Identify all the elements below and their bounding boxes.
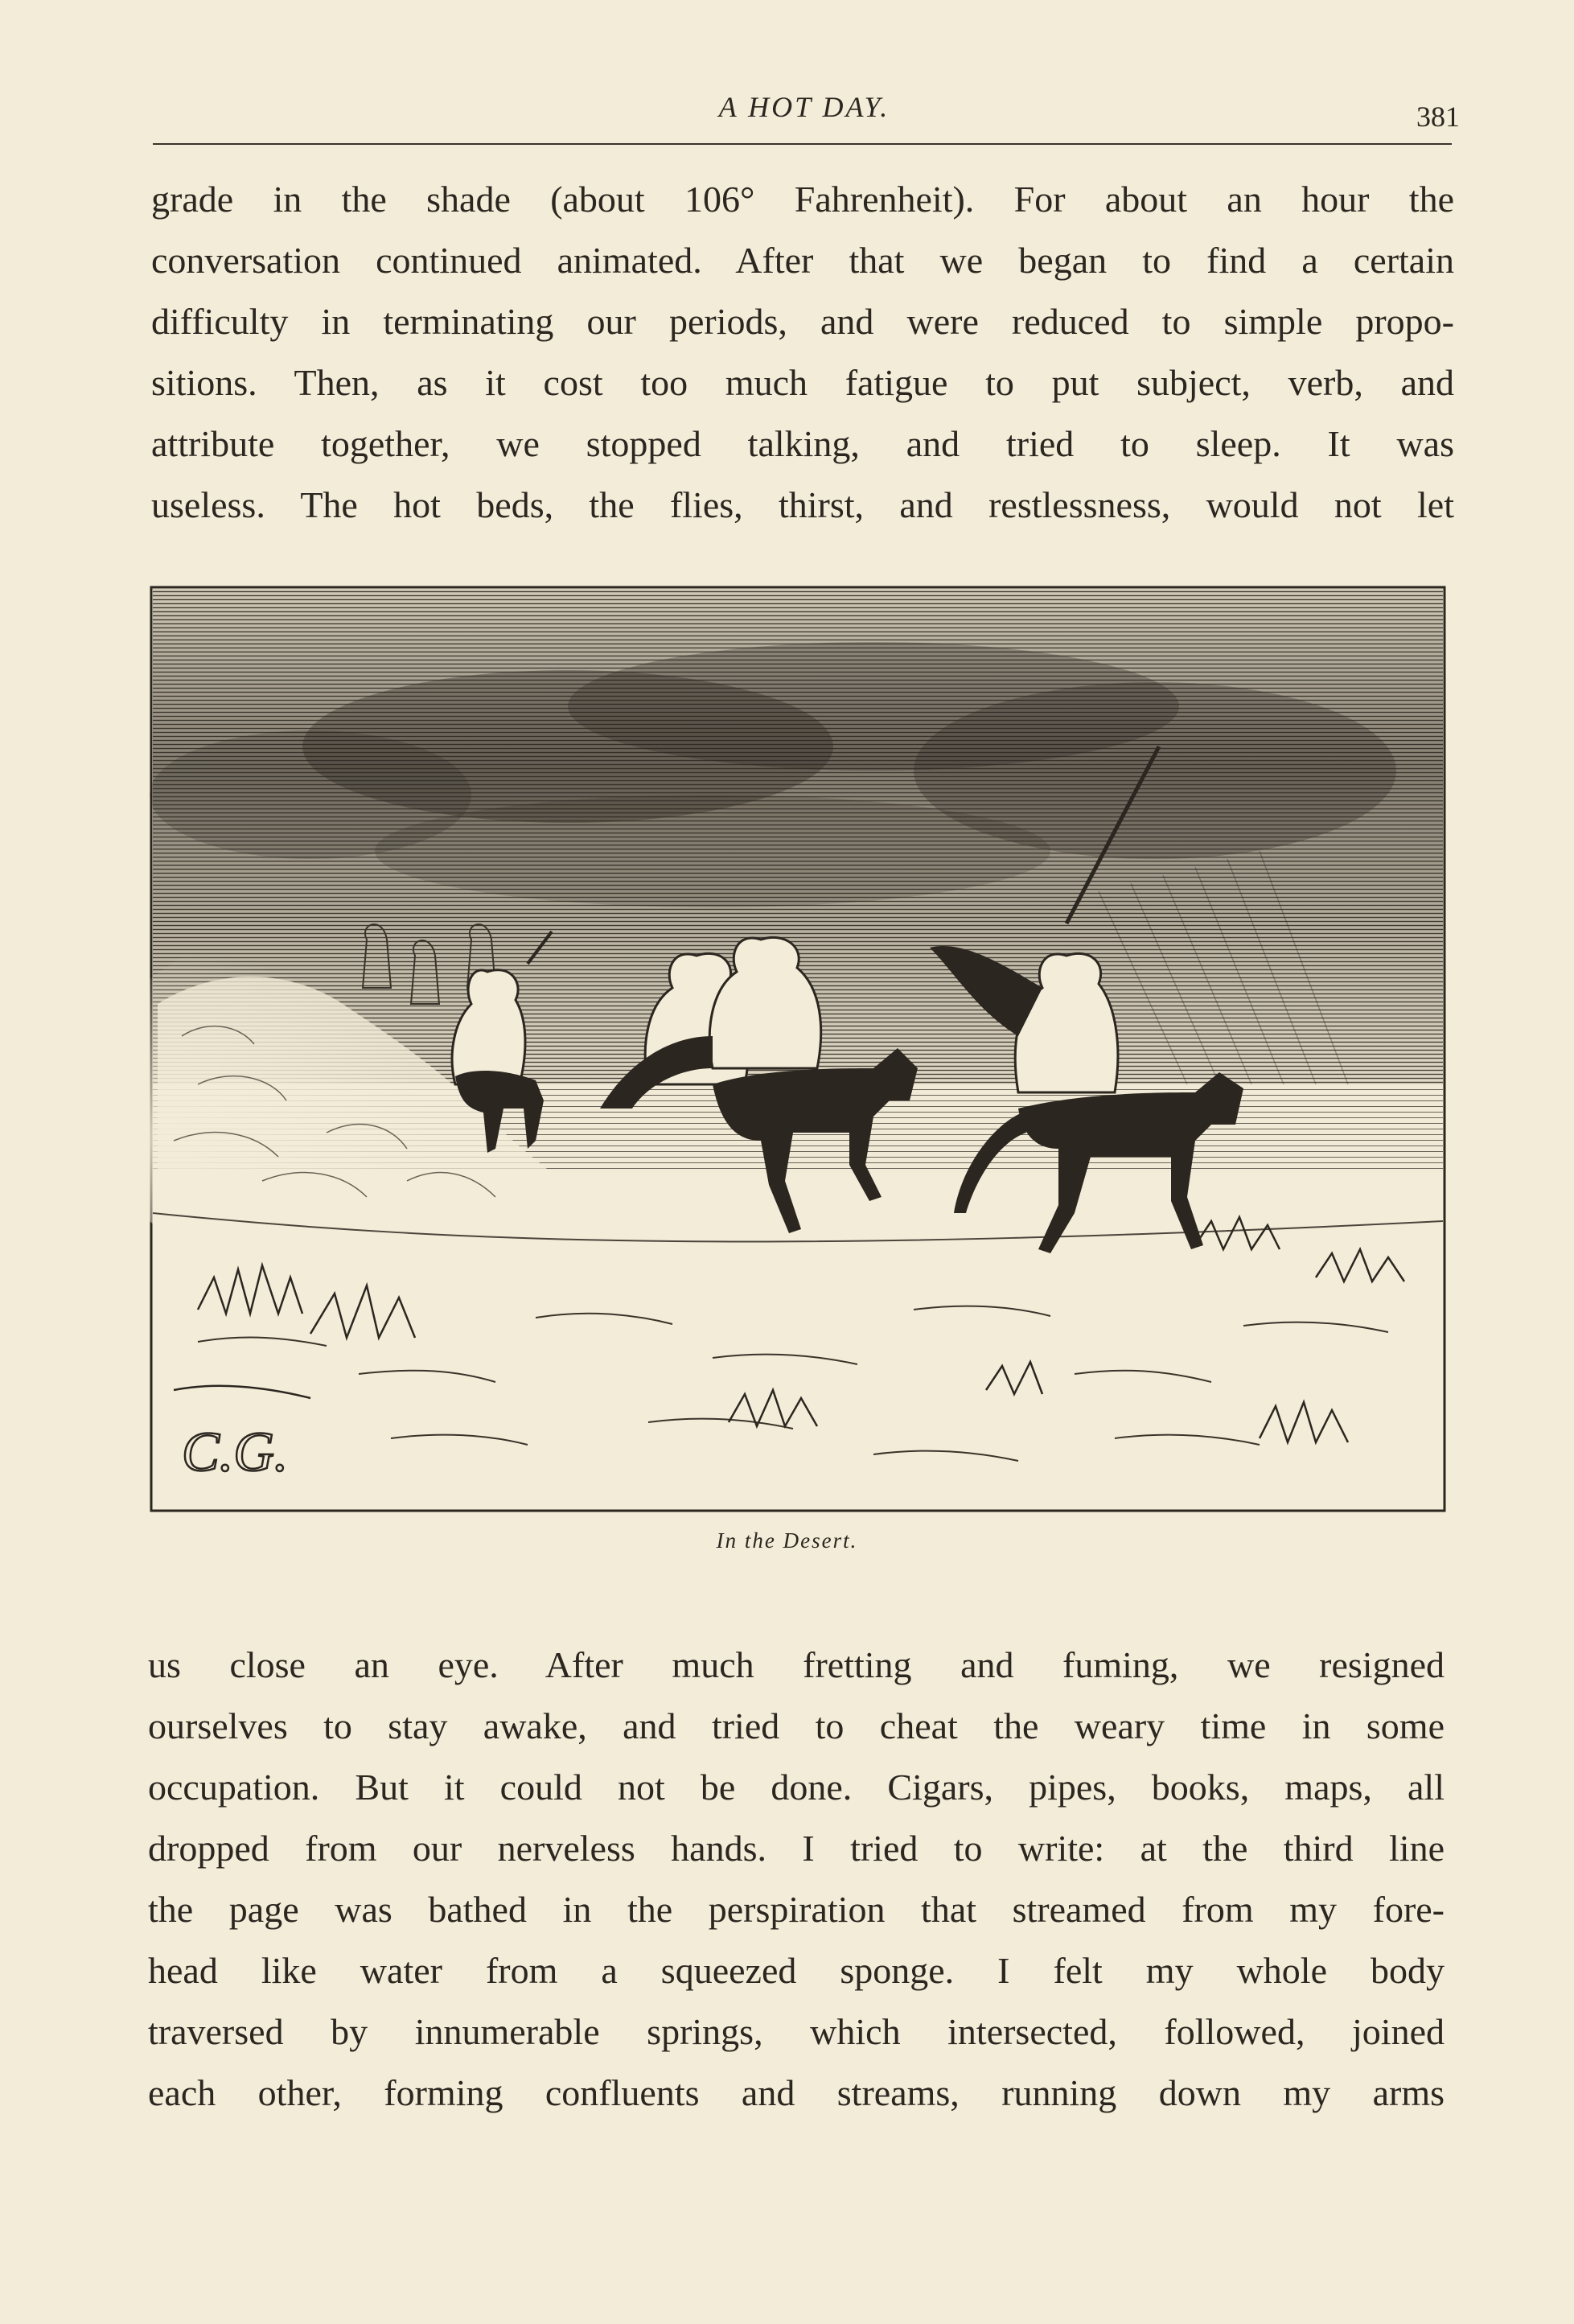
desert-illustration bbox=[150, 586, 1446, 1512]
text-line: occupation. But it could not be done. Cigars, pipes, books, maps, all bbox=[148, 1767, 1445, 1808]
text-line: grade in the shade (about 106° Fahrenheit). For about an hour the bbox=[151, 179, 1454, 220]
paragraph-top bbox=[151, 169, 1454, 536]
text-line: each other, forming confluents and streams, running down my arms bbox=[148, 2072, 1445, 2113]
desert-ground bbox=[153, 1197, 1443, 1509]
header-rule bbox=[153, 143, 1452, 145]
running-title: A HOT DAY. bbox=[718, 91, 890, 123]
text-line: useless. The hot beds, the flies, thirst, and restlessness, would not let bbox=[151, 484, 1454, 525]
figure-caption: In the Desert. bbox=[716, 1528, 858, 1553]
text-line: difficulty in terminating our periods, and were reduced to simple propo- bbox=[151, 301, 1454, 342]
text-line: traversed by innumerable springs, which intersected, followed, joined bbox=[148, 2011, 1445, 2052]
text-line: head like water from a squeezed sponge. I felt my whole body bbox=[148, 1950, 1445, 1991]
paragraph-bottom bbox=[148, 1635, 1445, 2124]
engraver-monogram: C.G. bbox=[182, 1421, 289, 1483]
text-line: sitions. Then, as it cost too much fatigue to put subject, verb, and bbox=[151, 362, 1454, 403]
running-head bbox=[153, 90, 1460, 138]
text-line: us close an eye. After much fretting and fuming, we resigned bbox=[148, 1644, 1445, 1685]
text-line: the page was bathed in the perspiration that streamed from my fore- bbox=[148, 1889, 1445, 1930]
text-line: ourselves to stay awake, and tried to cheat the weary time in some bbox=[148, 1705, 1445, 1746]
text-line: dropped from our nerveless hands. I tried to write: at the third line bbox=[148, 1828, 1445, 1869]
page-number: 381 bbox=[1416, 101, 1460, 133]
text-line: conversation continued animated. After that we began to find a certain bbox=[151, 240, 1454, 281]
text-line: attribute together, we stopped talking, and tried to sleep. It was bbox=[151, 423, 1454, 464]
